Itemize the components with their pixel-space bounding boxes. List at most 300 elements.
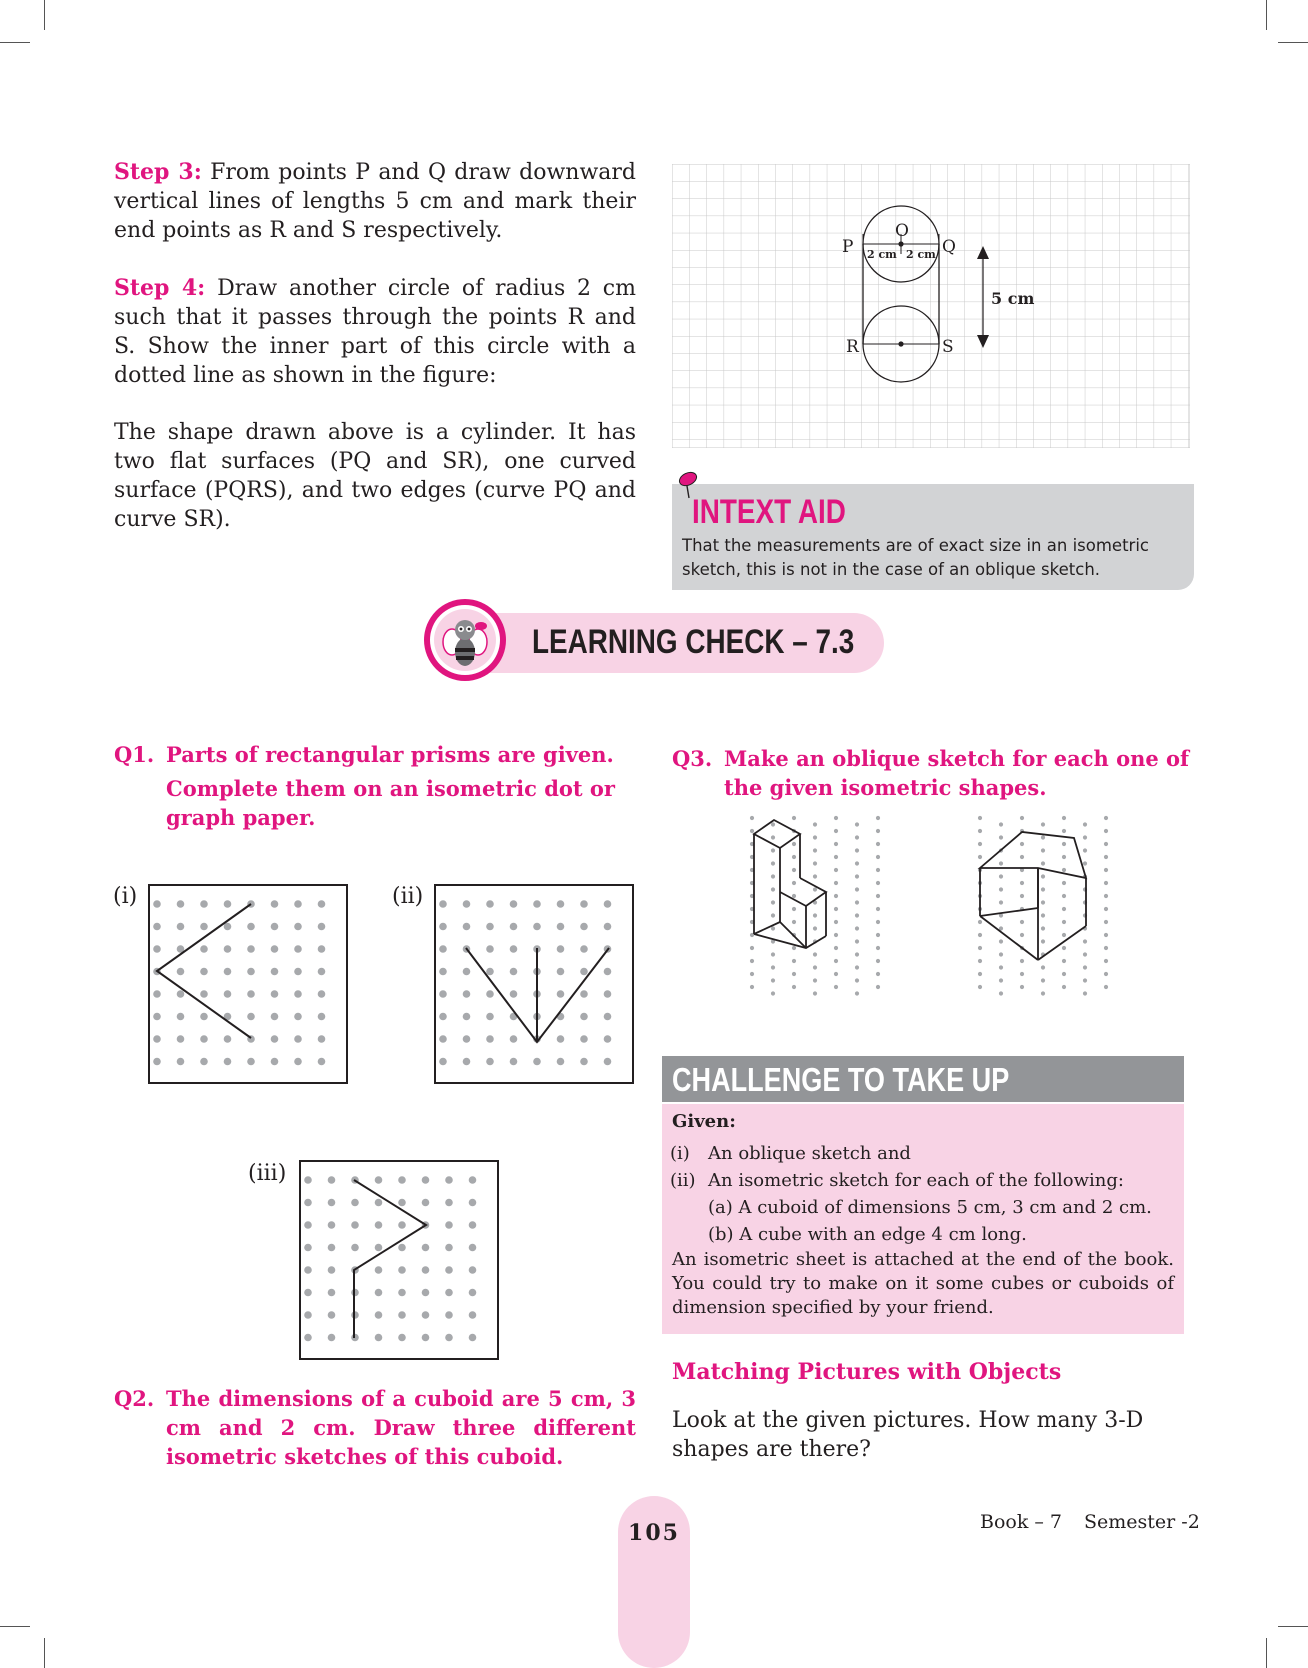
grid-dot — [422, 1311, 430, 1319]
grid-dot — [271, 900, 279, 908]
iso-dot — [855, 835, 859, 839]
grid-dot — [247, 990, 255, 998]
grid-dot — [294, 968, 302, 976]
grid-dot — [304, 1266, 312, 1274]
grid-dot — [271, 990, 279, 998]
grid-dot — [247, 923, 255, 931]
iso-dot — [876, 829, 880, 833]
grid-dot — [486, 945, 494, 953]
iso-dot — [855, 965, 859, 969]
iso-dot — [834, 816, 838, 820]
iso-dot — [999, 939, 1003, 943]
grid-dot — [304, 1244, 312, 1252]
iso-dot — [1041, 991, 1045, 995]
iso-dot — [1104, 816, 1108, 820]
grid-dot — [328, 1221, 336, 1229]
iso-dot — [855, 900, 859, 904]
iso-dot — [1083, 835, 1087, 839]
challenge-item-ii: An isometric sketch for each of the following: — [708, 1170, 1124, 1191]
iso-dot — [750, 985, 754, 989]
iso-dot — [834, 829, 838, 833]
grid-dot — [422, 1199, 430, 1207]
iso-dot — [999, 991, 1003, 995]
iso-dot — [876, 959, 880, 963]
grid-dot — [304, 1289, 312, 1297]
center-bottom-dot — [898, 341, 903, 346]
iso-dot — [1104, 933, 1108, 937]
dot-grid-iii — [299, 1160, 499, 1360]
iso-dot — [1020, 920, 1024, 924]
iso-dot — [1020, 972, 1024, 976]
grid-dot — [398, 1199, 406, 1207]
grid-dot — [375, 1334, 383, 1342]
iso-dot — [1062, 842, 1066, 846]
grid-dot — [533, 1058, 541, 1066]
iso-dot — [1020, 933, 1024, 937]
grid-dot — [469, 1176, 477, 1184]
grid-dot — [224, 968, 232, 976]
grid-dot — [304, 1334, 312, 1342]
grid-dot — [445, 1266, 453, 1274]
iso-dot — [834, 933, 838, 937]
grid-dot — [439, 923, 447, 931]
grid-dot — [304, 1221, 312, 1229]
iso-dot — [1041, 926, 1045, 930]
iso-dot — [834, 985, 838, 989]
q1-line2: Complete them on an isometric dot or graph paper. — [166, 776, 615, 830]
learning-check-title: LEARNING CHECK – 7.3 — [532, 623, 855, 661]
iso-dot — [750, 816, 754, 820]
iso-dot — [876, 972, 880, 976]
grid-dot — [328, 1334, 336, 1342]
iso-dot — [771, 835, 775, 839]
grid-dot — [177, 990, 185, 998]
grid-dot — [153, 1035, 161, 1043]
center-o-dot — [898, 241, 903, 246]
iso-dot — [750, 946, 754, 950]
iso-dot — [750, 959, 754, 963]
grid-dot — [294, 945, 302, 953]
iso-dot — [792, 855, 796, 859]
challenge-item-ii-num: (ii) — [670, 1170, 696, 1191]
label-p: P — [842, 237, 854, 257]
grid-dot — [604, 1035, 612, 1043]
q3-text: Make an oblique sketch for each one of the given isometric shapes. — [724, 746, 1190, 800]
q2-text: The dimensions of a cuboid are 5 cm, 3 cm and 2 cm. Draw three different isometric sketches of this cuboid. — [166, 1386, 636, 1469]
iso-dot — [1020, 959, 1024, 963]
cylinder-grid-figure — [672, 164, 1190, 448]
grid-dot — [439, 968, 447, 976]
grid-dot — [375, 1289, 383, 1297]
iso-dot — [792, 868, 796, 872]
iso-dot — [876, 920, 880, 924]
iso-dot — [978, 829, 982, 833]
iso-dot — [1083, 848, 1087, 852]
iso-dot — [792, 881, 796, 885]
iso-dot — [1062, 959, 1066, 963]
grid-dot — [200, 945, 208, 953]
grid-dot — [533, 923, 541, 931]
iso-dot — [855, 822, 859, 826]
iso-dot — [1062, 920, 1066, 924]
grid-dot — [328, 1289, 336, 1297]
grid-dot — [177, 968, 185, 976]
iso-dot — [876, 907, 880, 911]
iso-dot — [792, 907, 796, 911]
iso-dot — [1062, 829, 1066, 833]
iso-dot — [1041, 978, 1045, 982]
iso-dot — [1041, 939, 1045, 943]
graph-paper — [672, 164, 1190, 448]
grid-dot — [557, 968, 565, 976]
grid-dot — [557, 945, 565, 953]
grid-dot — [469, 1311, 477, 1319]
iso-dot — [834, 972, 838, 976]
iso-dot — [855, 991, 859, 995]
grid-dot — [247, 1013, 255, 1021]
grid-dot — [398, 1334, 406, 1342]
iso-dot — [1104, 881, 1108, 885]
iso-dot — [792, 894, 796, 898]
grid-dot — [510, 900, 518, 908]
grid-dot — [375, 1244, 383, 1252]
iso-dot — [813, 887, 817, 891]
grid-dot — [604, 1058, 612, 1066]
grid-dot — [398, 1311, 406, 1319]
grid-dot — [439, 1035, 447, 1043]
iso-dot — [1020, 842, 1024, 846]
grid-dot — [224, 1058, 232, 1066]
iso-dot — [1020, 816, 1024, 820]
iso-dot — [771, 822, 775, 826]
iso-dot — [813, 835, 817, 839]
iso-dot — [834, 894, 838, 898]
grid-dot — [463, 1058, 471, 1066]
grid-dot — [294, 1013, 302, 1021]
crop-mark — [1266, 1638, 1267, 1668]
grid-dot — [604, 900, 612, 908]
iso-dot — [771, 848, 775, 852]
grid-dot — [557, 1058, 565, 1066]
iso-dot — [1104, 829, 1108, 833]
dot-grid-i — [148, 884, 348, 1084]
iso-dot — [1041, 900, 1045, 904]
grid-dot — [318, 945, 326, 953]
grid-dot — [177, 1035, 185, 1043]
iso-dot — [771, 965, 775, 969]
page-number: 105 — [628, 1520, 680, 1546]
isometric-l-shape — [746, 812, 894, 996]
iso-dot — [978, 972, 982, 976]
grid-dot — [271, 945, 279, 953]
page-number-tab — [618, 1496, 690, 1668]
iso-dot — [1041, 835, 1045, 839]
iso-dot — [1104, 959, 1108, 963]
crop-mark — [1278, 42, 1308, 43]
iso-dot — [1062, 816, 1066, 820]
iso-dot — [1062, 933, 1066, 937]
iso-dot — [1083, 822, 1087, 826]
grid-dot — [318, 990, 326, 998]
iso-dot — [792, 972, 796, 976]
grid-dot — [510, 945, 518, 953]
grid-dot — [580, 1035, 588, 1043]
iso-dot — [876, 933, 880, 937]
iso-dot — [834, 868, 838, 872]
iso-dot — [1062, 855, 1066, 859]
challenge-given: Given: — [672, 1111, 736, 1132]
grid-dot — [294, 900, 302, 908]
height-label: 5 cm — [991, 289, 1035, 308]
iso-dot — [813, 991, 817, 995]
grid-dot — [445, 1199, 453, 1207]
iso-dot — [813, 848, 817, 852]
iso-dot — [771, 952, 775, 956]
iso-dot — [1062, 894, 1066, 898]
radius-left-label: 2 cm — [867, 248, 897, 261]
step-4-label: Step 4: — [114, 275, 206, 301]
grid-dot — [510, 990, 518, 998]
iso-dot — [1104, 985, 1108, 989]
iso-dot — [1062, 972, 1066, 976]
grid-dot — [580, 900, 588, 908]
grid-dot — [439, 1013, 447, 1021]
grid-dot — [328, 1311, 336, 1319]
challenge-item-i: An oblique sketch and — [708, 1143, 911, 1164]
grid-dot — [304, 1311, 312, 1319]
iso-dot — [855, 926, 859, 930]
iso-dot — [876, 816, 880, 820]
grid-dot — [486, 1058, 494, 1066]
iso-dot — [978, 985, 982, 989]
bee-mascot-icon — [423, 598, 507, 682]
iso-dot — [792, 985, 796, 989]
grid-dot — [463, 990, 471, 998]
challenge-item-i-num: (i) — [670, 1143, 690, 1164]
grid-dot — [318, 1058, 326, 1066]
grid-dot — [271, 923, 279, 931]
grid-dot — [486, 1035, 494, 1043]
iso-dot — [1104, 855, 1108, 859]
grid-dot — [398, 1221, 406, 1229]
grid-dot — [469, 1334, 477, 1342]
grid-dot — [439, 990, 447, 998]
learning-check-banner — [470, 613, 884, 673]
label-o: O — [895, 221, 909, 241]
iso-dot — [1104, 946, 1108, 950]
grid-dot — [318, 900, 326, 908]
iso-dot — [999, 822, 1003, 826]
grid-dot — [445, 1244, 453, 1252]
challenge-header — [662, 1056, 1184, 1102]
grid-dot — [422, 1289, 430, 1297]
iso-dot — [999, 835, 1003, 839]
iso-dot — [1041, 913, 1045, 917]
iso-dot — [771, 913, 775, 917]
grid-dot — [580, 945, 588, 953]
iso-dot — [876, 881, 880, 885]
grid-dot — [200, 1035, 208, 1043]
grid-dot — [328, 1176, 336, 1184]
iso-dot — [1104, 920, 1108, 924]
grid-dot — [445, 1221, 453, 1229]
step-4-text: Draw another circle of radius 2 cm such that it passes through the points R and S. Show the inner part of this circle with a dotted line as shown in the figure: — [114, 276, 636, 388]
grid-dot — [200, 1058, 208, 1066]
iso-dot — [876, 985, 880, 989]
grid-dot — [153, 1058, 161, 1066]
grid-dot — [445, 1289, 453, 1297]
grid-dot — [510, 968, 518, 976]
iso-dot — [855, 913, 859, 917]
iso-dot — [1104, 907, 1108, 911]
grid-dot — [224, 1035, 232, 1043]
grid-dot — [510, 1058, 518, 1066]
iso-dot — [876, 894, 880, 898]
iso-dot — [771, 887, 775, 891]
grid-dot — [463, 968, 471, 976]
iso-dot — [1041, 887, 1045, 891]
grid-dot — [439, 945, 447, 953]
iso-dot — [1062, 868, 1066, 872]
grid-dot — [422, 1244, 430, 1252]
grid-dot — [463, 1035, 471, 1043]
iso-dot — [1083, 939, 1087, 943]
grid-dot — [463, 923, 471, 931]
grid-dot — [580, 968, 588, 976]
grid-dot — [375, 1176, 383, 1184]
iso-dot — [855, 861, 859, 865]
grid-dot — [486, 1013, 494, 1021]
challenge-title: CHALLENGE TO TAKE UP — [672, 1061, 1010, 1098]
grid-dot — [533, 900, 541, 908]
grid-dot — [375, 1311, 383, 1319]
iso-dot — [978, 933, 982, 937]
q1-label-i: (i) — [113, 884, 138, 909]
iso-dot — [855, 848, 859, 852]
iso-dot — [855, 978, 859, 982]
grid-dot — [439, 1058, 447, 1066]
grid-dot — [304, 1176, 312, 1184]
iso-dot — [1104, 842, 1108, 846]
isometric-pentagon-prism — [974, 812, 1122, 996]
grid-dot — [375, 1221, 383, 1229]
grid-dot — [557, 900, 565, 908]
grid-dot — [351, 1244, 359, 1252]
q1-line1: Parts of rectangular prisms are given. — [166, 742, 614, 767]
grid-dot — [247, 1058, 255, 1066]
footer-semester: Semester -2 — [1084, 1511, 1200, 1533]
grid-dot — [422, 1176, 430, 1184]
iso-dot — [1041, 822, 1045, 826]
iso-dot — [792, 842, 796, 846]
crop-mark — [0, 42, 30, 43]
grid-dot — [604, 923, 612, 931]
grid-dot — [351, 1199, 359, 1207]
q1-label-ii: (ii) — [392, 884, 424, 909]
grid-dot — [328, 1199, 336, 1207]
grid-dot — [271, 1013, 279, 1021]
grid-dot — [247, 968, 255, 976]
iso-dot — [771, 978, 775, 982]
iso-dot — [1104, 894, 1108, 898]
grid-dot — [351, 1221, 359, 1229]
grid-dot — [200, 923, 208, 931]
crop-mark — [1266, 0, 1267, 30]
iso-dot — [1062, 881, 1066, 885]
iso-dot — [1041, 848, 1045, 852]
challenge-body — [662, 1104, 1184, 1334]
iso-dot — [1062, 946, 1066, 950]
iso-dot — [1020, 894, 1024, 898]
iso-dot — [876, 946, 880, 950]
iso-dot — [792, 920, 796, 924]
grid-dot — [398, 1244, 406, 1252]
grid-dot — [200, 968, 208, 976]
label-q: Q — [942, 237, 956, 257]
iso-dot — [750, 829, 754, 833]
iso-dot — [792, 946, 796, 950]
grid-dot — [224, 945, 232, 953]
iso-dot — [1104, 972, 1108, 976]
grid-dot — [398, 1176, 406, 1184]
iso-dot — [978, 816, 982, 820]
grid-dot — [580, 923, 588, 931]
grid-dot — [153, 1013, 161, 1021]
grid-dot — [445, 1176, 453, 1184]
iso-dot — [999, 900, 1003, 904]
grid-dot — [271, 1058, 279, 1066]
challenge-item-b: (b) A cube with an edge 4 cm long. — [708, 1224, 1027, 1245]
grid-dot — [604, 1013, 612, 1021]
grid-dot — [557, 923, 565, 931]
iso-dot — [1041, 965, 1045, 969]
grid-dot — [271, 1035, 279, 1043]
grid-dot — [318, 968, 326, 976]
grid-dot — [328, 1266, 336, 1274]
iso-dot — [1020, 855, 1024, 859]
iso-dot — [978, 842, 982, 846]
grid-dot — [422, 1266, 430, 1274]
grid-dot — [153, 923, 161, 931]
iso-dot — [813, 926, 817, 930]
grid-dot — [486, 900, 494, 908]
grid-dot — [318, 923, 326, 931]
iso-dot — [855, 887, 859, 891]
iso-dot — [999, 874, 1003, 878]
grid-dot — [375, 1266, 383, 1274]
iso-dot — [1083, 978, 1087, 982]
grid-dot — [247, 945, 255, 953]
crop-mark — [44, 1638, 45, 1668]
grid-dot — [304, 1199, 312, 1207]
intext-aid-text: That the measurements are of exact size in an isometric sketch, this is not in the case of an oblique sketch. — [682, 536, 1149, 579]
grid-dot — [200, 1013, 208, 1021]
iso-dot — [771, 900, 775, 904]
iso-dot — [834, 907, 838, 911]
iso-dot — [1041, 874, 1045, 878]
grid-dot — [375, 1199, 383, 1207]
grid-dot — [604, 968, 612, 976]
iso-dot — [999, 965, 1003, 969]
grid-dot — [224, 900, 232, 908]
grid-dot — [469, 1199, 477, 1207]
iso-dot — [771, 874, 775, 878]
iso-dot — [1104, 868, 1108, 872]
iso-dot — [813, 822, 817, 826]
grid-dot — [463, 1013, 471, 1021]
iso-dot — [978, 855, 982, 859]
grid-dot — [398, 1266, 406, 1274]
